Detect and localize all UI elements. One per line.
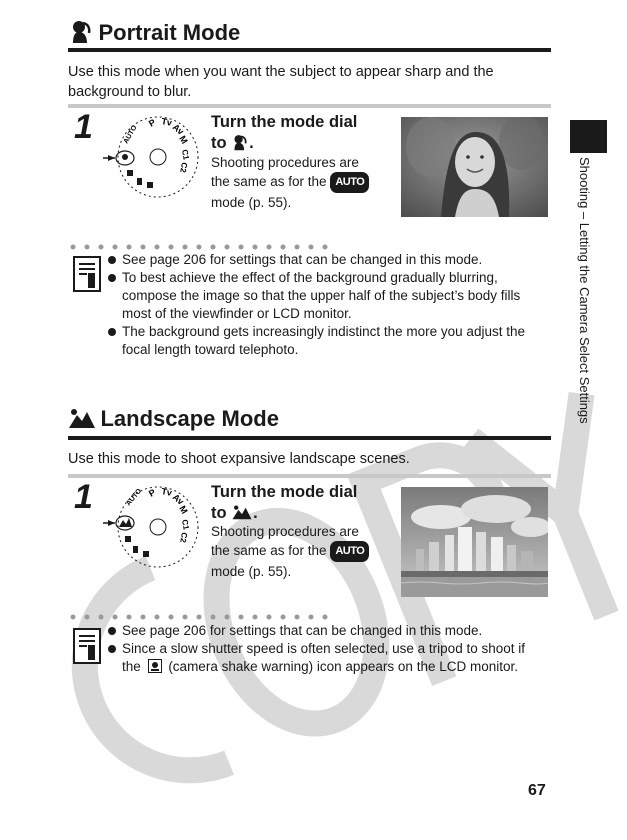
landscape-step-title-line1: Turn the mode dial: [211, 483, 358, 501]
portrait-sample-photo: [401, 117, 548, 217]
landscape-mode-icon: [231, 504, 253, 520]
portrait-mode-dial-icon: [103, 110, 203, 210]
svg-text:C1: C1: [180, 148, 191, 161]
portrait-mode-icon: [68, 18, 94, 44]
svg-text:AUTO: AUTO: [122, 124, 139, 145]
landscape-step-body-line1: Shooting procedures are: [211, 524, 359, 539]
portrait-step-number: 1: [74, 108, 93, 146]
portrait-notes-dotted-rule: [70, 244, 335, 250]
page-number: 67: [528, 782, 546, 799]
portrait-step-title-line1: Turn the mode dial: [211, 113, 358, 131]
svg-text:M: M: [177, 504, 190, 516]
portrait-notes: [108, 251, 548, 359]
landscape-step-body-line3: mode (p. 55).: [211, 564, 292, 579]
note-item: [108, 640, 538, 676]
chapter-tab: [570, 120, 607, 153]
portrait-header: [68, 18, 240, 46]
note-item: The background gets increasingly indistinct the more you adjust the focal length toward telephoto.: [108, 323, 548, 359]
landscape-mode-dial-icon: [103, 480, 203, 580]
svg-text:Tv: Tv: [160, 116, 173, 128]
portrait-step-title: Turn the mode dial to .: [211, 113, 358, 152]
portrait-step-title-line2: to: [211, 134, 227, 152]
camera-shake-warning-icon: [148, 659, 162, 673]
portrait-step-body-line2: the same as for the: [211, 174, 327, 189]
note-item: See page 206 for settings that can be changed in this mode.: [108, 622, 538, 640]
portrait-step-body-line3: mode (p. 55).: [211, 195, 292, 210]
svg-text:M: M: [177, 134, 190, 146]
memo-note-icon: [73, 628, 101, 664]
landscape-header: [68, 406, 279, 432]
memo-note-icon: [73, 256, 101, 292]
landscape-title-rule: [68, 436, 551, 440]
auto-mode-badge: AUTO: [330, 541, 369, 562]
note-text: (camera shake warning) icon appears on the LCD monitor.: [168, 659, 518, 674]
svg-text:Av: Av: [170, 121, 186, 137]
svg-text:C1: C1: [180, 518, 191, 531]
auto-mode-badge: AUTO: [330, 172, 369, 193]
note-item: See page 206 for settings that can be changed in this mode.: [108, 251, 548, 269]
svg-text:AUTO: AUTO: [125, 487, 144, 508]
svg-text:C2: C2: [178, 161, 189, 174]
portrait-title-rule: [68, 48, 551, 52]
landscape-notes: [108, 622, 538, 676]
portrait-step-body: [211, 153, 369, 212]
svg-text:P: P: [147, 487, 158, 499]
landscape-intro: Use this mode to shoot expansive landscape scenes.: [68, 451, 410, 467]
svg-text:Tv: Tv: [160, 486, 173, 498]
landscape-mode-icon: [68, 407, 96, 429]
landscape-sample-photo: [401, 487, 548, 597]
chapter-side-label: Shooting – Letting the Camera Select Settings: [577, 157, 592, 424]
svg-text:C2: C2: [178, 531, 189, 544]
portrait-title: Portrait Mode: [98, 20, 241, 45]
landscape-step-title: Turn the mode dial to .: [211, 483, 358, 522]
svg-text:P: P: [147, 117, 158, 129]
portrait-mode-icon: [231, 133, 249, 151]
landscape-notes-dotted-rule: [70, 614, 335, 620]
landscape-title: Landscape Mode: [100, 406, 279, 431]
portrait-step-rule: [68, 104, 551, 108]
landscape-step-rule: [68, 474, 551, 478]
landscape-step-body: [211, 522, 369, 581]
landscape-step-number: 1: [74, 478, 93, 516]
note-text: Since a slow shutter speed is often selected, use a tripod to shoot if the: [122, 641, 525, 674]
portrait-step-body-line1: Shooting procedures are: [211, 155, 359, 170]
note-item: To best achieve the effect of the background gradually blurring, compose the image so that the upper half of the subject’s body fills most of the viewfinder or LCD monitor.: [108, 269, 548, 323]
portrait-intro: Use this mode when you want the subject to appear sharp and the background to blur.: [68, 64, 494, 100]
svg-text:Av: Av: [170, 491, 186, 507]
landscape-step-title-line2: to: [211, 504, 227, 522]
landscape-step-body-line2: the same as for the: [211, 543, 327, 558]
